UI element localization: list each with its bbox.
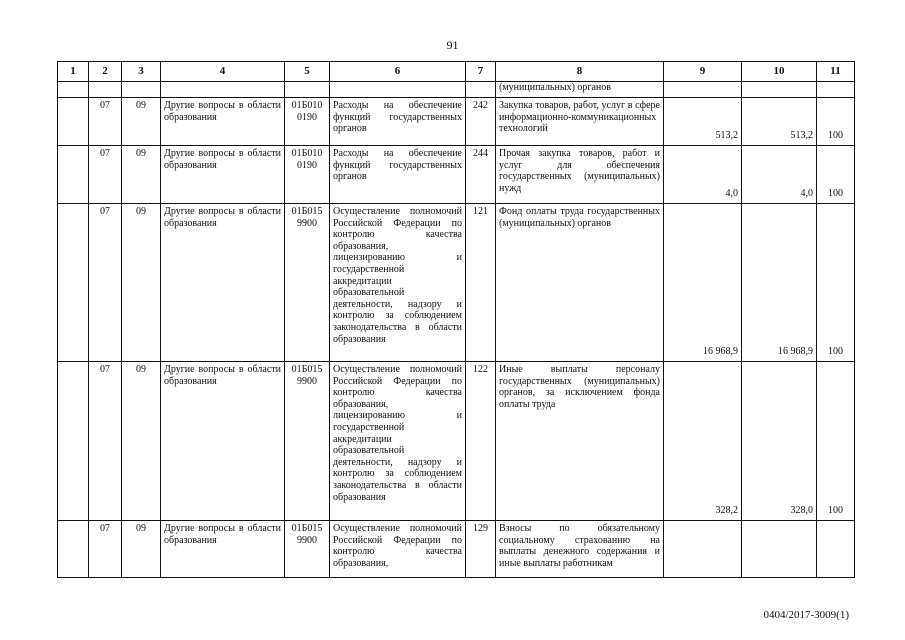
table-row: [58, 362, 855, 521]
cell-percent: [817, 521, 855, 578]
column-header: 5: [285, 62, 330, 82]
continuation-text: (муниципальных) органов: [496, 82, 664, 98]
column-header: 6: [330, 62, 466, 82]
cell-actual: 16 968,9: [742, 204, 817, 362]
cell-expense-code: 242: [466, 98, 496, 146]
cell-target-name: Осуществление полномочий Российской Федерации по контролю качества образования, лицензированию и государственной аккредитации образовательной деятельности, надзору и контролю за соблюдением законодательства в области образования: [330, 204, 466, 362]
cell-percent: 100: [817, 204, 855, 362]
cell-col1: [58, 146, 89, 204]
cell-actual: [742, 521, 817, 578]
cell-section-name: Другие вопросы в области образования: [161, 521, 285, 578]
budget-table: [57, 61, 855, 578]
cell-target-name: Расходы на обеспечение функций государственных органов: [330, 146, 466, 204]
cell-section-name: Другие вопросы в области образования: [161, 146, 285, 204]
cell-section: 07: [89, 146, 122, 204]
cell-col1: [58, 362, 89, 521]
cell-col1: [58, 521, 89, 578]
cell-section: 07: [89, 98, 122, 146]
cell-planned: 4,0: [664, 146, 742, 204]
cell-expense-code: 122: [466, 362, 496, 521]
column-header: 8: [496, 62, 664, 82]
cell-subsection: 09: [122, 362, 161, 521]
page-number: 91: [446, 38, 459, 52]
cell-target-name: Осуществление полномочий Российской Федерации по контролю качества образования, лицензированию и государственной аккредитации образовательной деятельности, надзору и контролю за соблюдением законодательства в области образования: [330, 362, 466, 521]
cell-expense-name: Закупка товаров, работ, услуг в сфере информационно-коммуникационных технологий: [496, 98, 664, 146]
cell-target-code: 01Б010 0190: [285, 146, 330, 204]
cell-expense-name: Взносы по обязательному социальному страхованию на выплаты денежного содержания и иные выплаты работникам: [496, 521, 664, 578]
table-row: [58, 204, 855, 362]
cell-subsection: 09: [122, 521, 161, 578]
cell-actual: 4,0: [742, 146, 817, 204]
cell-target-name: Расходы на обеспечение функций государственных органов: [330, 98, 466, 146]
table-row: [58, 146, 855, 204]
column-header: 7: [466, 62, 496, 82]
cell-planned: 328,2: [664, 362, 742, 521]
column-header: 4: [161, 62, 285, 82]
cell-percent: 100: [817, 362, 855, 521]
cell-target-code: 01Б015 9900: [285, 204, 330, 362]
table-row: [58, 521, 855, 578]
cell-expense-name: Иные выплаты персоналу государственных (муниципальных) органов, за исключением фонда оплаты труда: [496, 362, 664, 521]
cell-target-code: 01Б010 0190: [285, 98, 330, 146]
cell-planned: 16 968,9: [664, 204, 742, 362]
cell-subsection: 09: [122, 204, 161, 362]
cell-actual: 513,2: [742, 98, 817, 146]
column-header: 10: [742, 62, 817, 82]
cell-expense-code: 244: [466, 146, 496, 204]
cell-expense-code: 129: [466, 521, 496, 578]
cell-subsection: 09: [122, 146, 161, 204]
continuation-row: [58, 82, 855, 98]
cell-expense-name: Фонд оплаты труда государственных (муниципальных) органов: [496, 204, 664, 362]
column-header: 2: [89, 62, 122, 82]
cell-expense-code: 121: [466, 204, 496, 362]
cell-subsection: 09: [122, 98, 161, 146]
column-header: 9: [664, 62, 742, 82]
cell-expense-name: Прочая закупка товаров, работ и услуг для обеспечения государственных (муниципальных) нужд: [496, 146, 664, 204]
document-code: 0404/2017-3009(1): [763, 609, 849, 621]
cell-section: 07: [89, 521, 122, 578]
cell-col1: [58, 98, 89, 146]
cell-section-name: Другие вопросы в области образования: [161, 204, 285, 362]
cell-percent: 100: [817, 146, 855, 204]
cell-section: 07: [89, 362, 122, 521]
cell-section-name: Другие вопросы в области образования: [161, 98, 285, 146]
header-row: [58, 62, 855, 82]
table-row: [58, 98, 855, 146]
column-header: 1: [58, 62, 89, 82]
cell-percent: 100: [817, 98, 855, 146]
cell-col1: [58, 204, 89, 362]
cell-actual: 328,0: [742, 362, 817, 521]
cell-target-code: 01Б015 9900: [285, 521, 330, 578]
cell-target-name: Осуществление полномочий Российской Федерации по контролю качества образования,: [330, 521, 466, 578]
cell-planned: [664, 521, 742, 578]
cell-planned: 513,2: [664, 98, 742, 146]
column-header: 11: [817, 62, 855, 82]
cell-section-name: Другие вопросы в области образования: [161, 362, 285, 521]
cell-target-code: 01Б015 9900: [285, 362, 330, 521]
column-header: 3: [122, 62, 161, 82]
cell-section: 07: [89, 204, 122, 362]
